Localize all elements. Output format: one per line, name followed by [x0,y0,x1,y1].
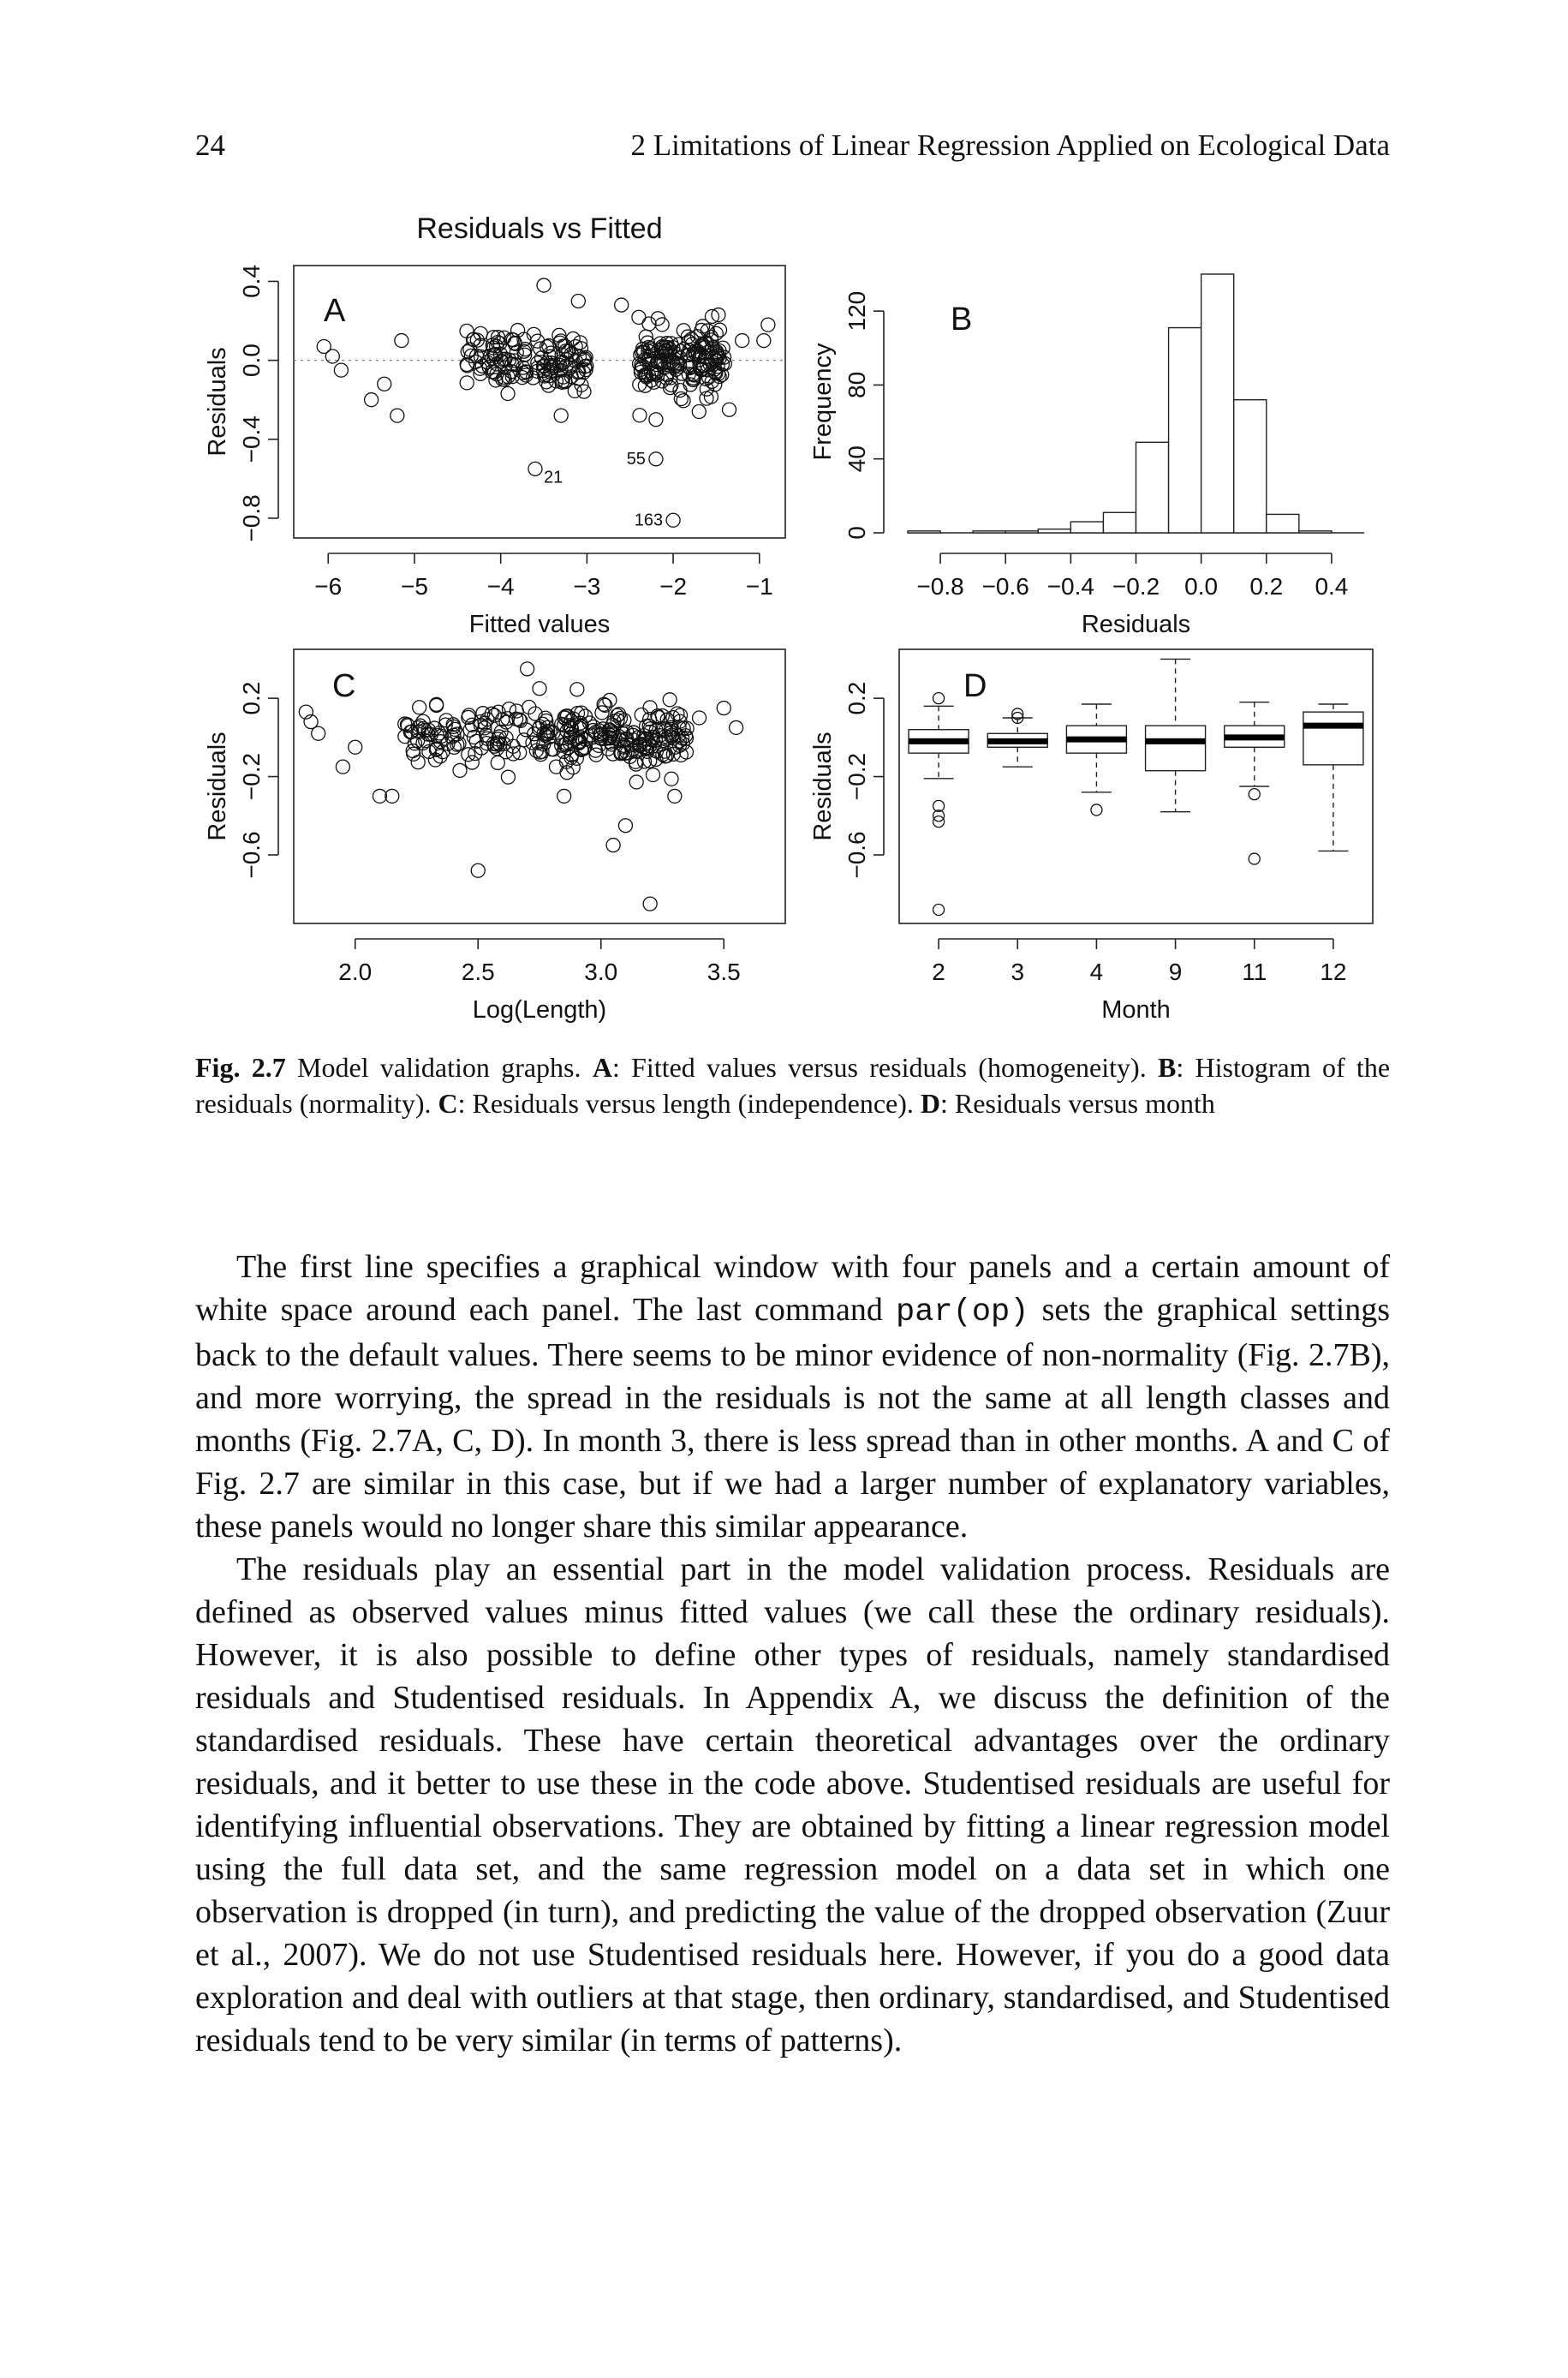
paragraph-text: sets the graphical settings back to the default values. There seems to be minor evidence of non-normality (Fig. 2.7B), and more worrying, the spread in the residuals is not the same at all length classes and months (Fig. 2.7A, C, D). In month 3, there is less spread than in other months. A and C of Fig. 2.7 are similar in this case, but if we had a larger number of explanatory variables, these panels would no longer share this similar appearance. [195,1292,1390,1545]
data-point [395,334,408,348]
x-tick-label: 12 [1320,959,1347,985]
outlier-label: 55 [626,449,646,469]
y-tick-label: 0 [844,526,870,540]
x-tick-label: 0.0 [1184,573,1219,600]
page-number: 24 [195,128,225,162]
body-text [195,1246,1390,2062]
data-point [385,789,399,803]
data-point [665,772,678,786]
panel-letter: C [332,668,356,704]
caption-text: : Residuals versus length (independence). [457,1088,921,1119]
x-tick-label: −0.8 [916,573,964,600]
data-point [471,863,485,877]
data-point [508,337,522,350]
caption-text: : Histogram of the residuals (normality). [195,1052,1391,1119]
histogram-bar [1201,274,1234,533]
paragraph-2: The residuals play an essential part in the model validation process. Residuals are defined as observed values minus fitted values (we call these the ordinary residuals). However, it is also possible to define other types of residuals, namely standardised residuals and Studentised residuals. In Appendix A, we discuss the definition of the standardised residuals. These have certain theoretical advantages over the ordinary residuals, and it better to use these in the code above. Studentised residuals are useful for identifying influential observations. They are obtained by fitting a linear regression model using the full data set, and the same regression model on a data set in which one observation is dropped (in turn), and predicting the value of the dropped observation (Zuur et al., 2007). We do not use Studentised residuals here. However, if you do a good data exploration and deal with outliers at that stage, then ordinary, standardised, and Studentised residuals tend to be very similar (in terms of patterns). [195,1551,1390,2058]
x-tick-label: −0.4 [1046,573,1094,600]
x-tick-label: 9 [1168,959,1183,985]
data-point [595,706,609,720]
outlier-point [1249,789,1260,800]
x-axis-label: Residuals [1081,611,1191,638]
data-point [632,310,646,324]
y-tick-label: 0.2 [844,681,870,715]
histogram-bar [1299,531,1332,533]
data-point [533,682,546,696]
x-tick-label: −1 [745,573,773,600]
data-point [510,712,523,726]
histogram-bar [1169,328,1201,533]
data-point [570,683,584,696]
data-point [465,756,479,769]
x-tick-label: 2.0 [338,959,373,985]
x-tick-label: 3.5 [706,959,741,985]
panel-letter: D [963,668,987,704]
box [1303,712,1363,765]
caption-c: C [438,1088,458,1119]
x-tick-label: −0.2 [1112,573,1160,600]
data-point [453,763,467,777]
data-point [411,756,425,769]
histogram-bar [973,531,1005,533]
panel-d-residuals-vs-month [809,649,1373,1024]
histogram-bar [908,531,940,533]
data-point [325,350,339,363]
y-tick-label: −0.8 [238,494,265,542]
y-tick-label: 0.0 [238,344,265,378]
data-point [629,775,643,789]
plot-frame [294,649,785,923]
x-tick-label: 0.4 [1315,573,1349,600]
outlier-point [933,693,945,704]
data-point [663,693,677,707]
data-point [646,768,659,782]
x-tick-label: 4 [1089,959,1104,985]
caption-a: A [592,1052,612,1083]
outlier-point [933,905,945,916]
y-tick-label: −0.2 [844,752,870,801]
data-point [407,747,420,761]
outlier-point [649,452,663,466]
x-tick-label: 11 [1242,959,1267,985]
caption-text: : Fitted values versus residuals (homogeneity). [611,1052,1159,1083]
caption-b: B [1158,1052,1177,1083]
data-point [633,409,647,422]
outlier-point [1091,804,1102,816]
data-point [365,393,379,407]
data-point [717,702,730,715]
y-tick-label: 40 [844,445,870,473]
chart-title: Residuals vs Fitted [416,212,663,245]
panel-letter: B [951,302,973,338]
y-tick-label: 0.4 [238,264,265,298]
x-axis-label: Month [1101,996,1171,1024]
histogram-bar [1267,514,1299,533]
data-point [430,698,444,712]
data-point [334,363,348,377]
box [1146,726,1206,771]
data-point [700,391,713,405]
data-point [521,662,534,676]
y-tick-label: −0.4 [238,415,265,463]
histogram-bar [1234,400,1267,533]
y-axis-label: Residuals [204,347,231,457]
data-point [693,711,706,725]
data-point [549,760,563,774]
data-point [373,789,386,803]
panel-letter: A [324,293,346,329]
data-point [413,701,426,714]
data-point [668,789,682,803]
data-point [517,733,531,747]
histogram-bar [1103,512,1136,533]
running-head: 2 Limitations of Linear Regression Applied on Ecological Data [630,128,1390,162]
data-point [692,405,706,419]
data-point [736,334,749,348]
figure-caption [195,1049,1390,1121]
panel-c-residuals-vs-length [204,649,785,1024]
outlier-point [528,462,542,475]
data-point [723,403,736,416]
figure-svg [171,197,1404,1028]
data-point [501,387,515,401]
y-tick-label: 0.2 [238,681,265,715]
data-point [491,756,504,769]
caption-d: D [920,1088,940,1119]
data-point [554,409,568,422]
outlier-point [1249,853,1260,864]
data-point [378,377,391,391]
data-point [537,278,551,292]
x-tick-label: −4 [486,573,515,600]
histogram-bar [1005,531,1038,533]
x-tick-label: −6 [314,573,343,600]
data-point [501,770,515,784]
data-point [391,409,404,422]
y-tick-label: −0.6 [238,831,265,879]
data-point [649,413,663,427]
data-point [618,819,632,833]
data-point [761,318,775,332]
paragraph-1 [195,1246,1390,1548]
inline-code: par(op) [896,1294,1029,1330]
x-tick-label: −5 [401,573,428,600]
y-tick-label: −0.2 [238,752,265,801]
x-tick-label: 0.2 [1249,573,1284,600]
data-point [571,294,585,308]
outlier-label: 21 [543,468,563,487]
histogram-bar [1136,442,1169,533]
caption-label: Fig. 2.7 [195,1052,286,1083]
page-header [195,128,1390,171]
histogram-bar [1070,522,1103,533]
data-point [615,298,629,312]
y-axis-label: Frequency [809,343,837,461]
data-point [635,708,648,722]
figure-2-7 [171,197,1404,1032]
data-point [606,839,620,852]
data-point [730,720,743,734]
y-axis-label: Residuals [809,732,837,841]
outlier-point [666,513,680,527]
data-point [336,760,349,774]
outlier-label: 163 [634,511,664,530]
panel-b-histogram [809,274,1364,638]
data-point [312,726,325,740]
caption-text: Model validation graphs. [285,1052,593,1083]
y-tick-label: −0.6 [844,831,870,879]
panel-a-residuals-vs-fitted [204,212,785,638]
data-point [460,376,474,390]
x-tick-label: −3 [573,573,601,600]
caption-text: : Residuals versus month [940,1088,1215,1119]
data-point [430,697,444,711]
x-axis-label: Fitted values [468,611,611,638]
paragraph-text: The first line specifies a graphical window with four panels and a certain amount of white space around each panel. The last command [195,1249,1390,1328]
x-tick-label: 3.0 [584,959,618,985]
x-tick-label: 2.5 [461,959,495,985]
x-axis-label: Log(Length) [472,996,607,1024]
x-tick-label: −2 [659,573,688,600]
x-tick-label: 2 [932,959,945,985]
histogram-bar [1038,529,1070,533]
x-tick-label: 3 [1011,959,1025,985]
plot-frame [294,266,785,538]
data-point [557,789,571,803]
data-point [643,897,657,911]
x-tick-label: −0.6 [981,573,1029,600]
data-point [560,766,574,780]
y-axis-label: Residuals [204,732,231,841]
y-tick-label: 120 [844,290,870,332]
y-tick-label: 80 [844,371,870,399]
data-point [349,740,362,754]
data-point [757,334,771,348]
